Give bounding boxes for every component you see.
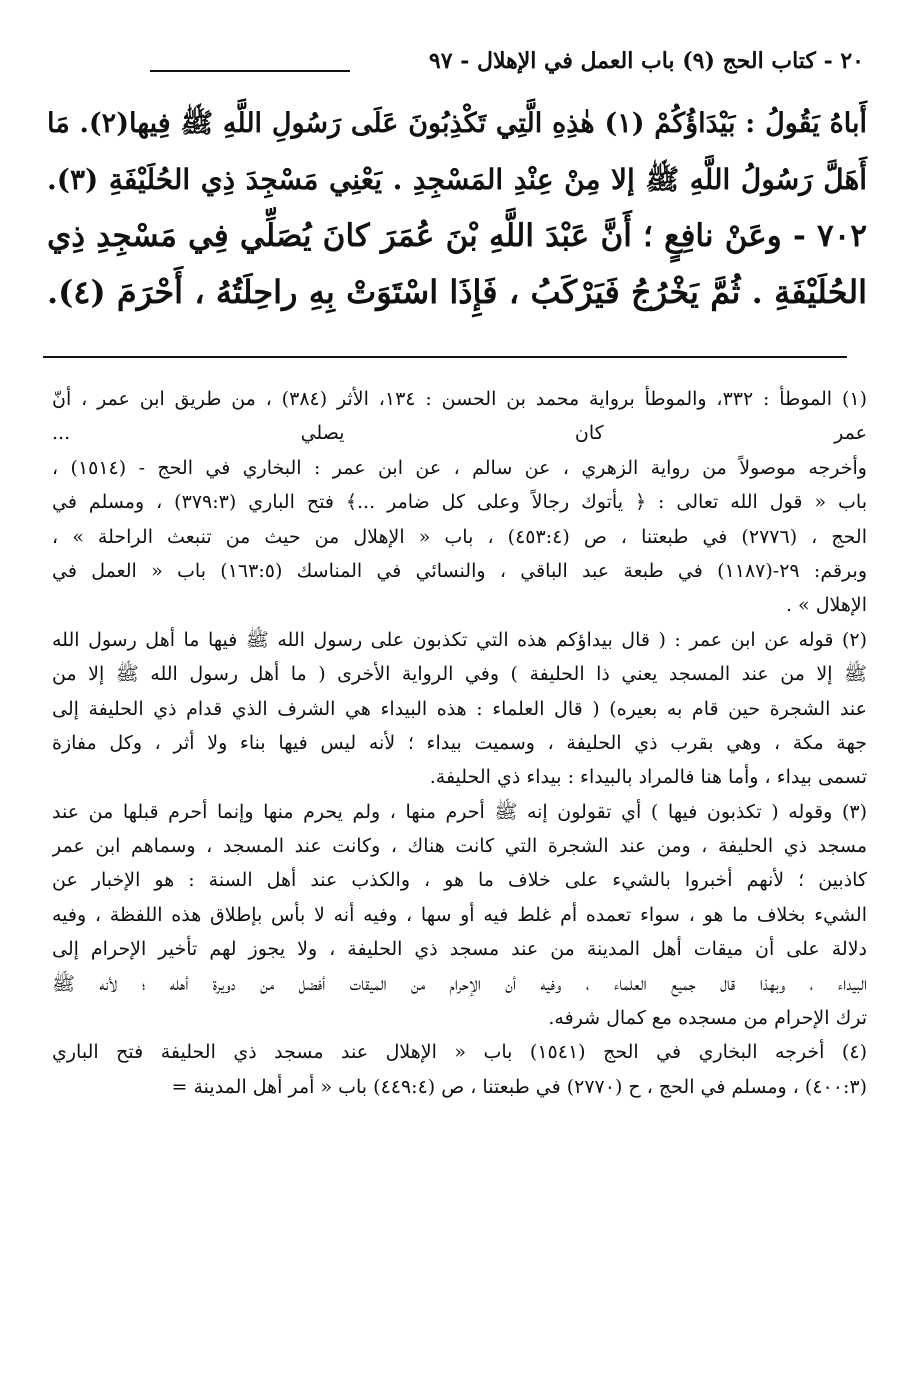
footnote-text: عمر كان يصلي ... xyxy=(52,422,867,445)
footnote-text: الشيء بخلاف ما هو ، سواء تعمده أم غلط فيه أو سها ، وفيه أنه لا بأس بإطلاق هذه اللفظة ، وفيه xyxy=(52,903,867,926)
footnote-line xyxy=(52,726,867,760)
footnote-line xyxy=(52,898,867,932)
main-text-line: الحُلَيْفَةِ . ثُمَّ يَخْرُجُ فَيَرْكَبُ ، فَإِذَا اسْتَوَتْ بِهِ راحِلَتُهُ ، أَحْرَمَ (٤). xyxy=(47,273,867,311)
footnote-number: (٢) xyxy=(841,628,867,651)
footnote-text: أخرجه البخاري في الحج (١٥٤١) باب « الإهلال عند مسجد ذي الحليفة فتح الباري xyxy=(52,1041,825,1064)
footnote-text: وقوله ( تكذبون فيها ) أي تقولون إنه ﷺ أحرم منها ، ولم يحرم منها وإنما أحرم قبلها من عند xyxy=(52,800,833,823)
main-text xyxy=(47,96,867,320)
footnote-number: (٤) xyxy=(841,1041,867,1064)
footnote-line xyxy=(52,760,867,794)
header-text: ٢٠ - كتاب الحج (٩) باب العمل في الإهلال - ٩٧ xyxy=(428,48,864,74)
footnote-number: (٣) xyxy=(841,800,867,823)
footnote-text: جهة مكة ، وهي بقرب ذي الحليفة ، وسميت بيداء ؛ لأنه ليس فيها بناء ولا أثر ، وكل مفازة xyxy=(52,731,867,754)
footnote-text: مسجد ذي الحليفة ، ومن عند الشجرة التي كانت هناك ، وكانت عند المسجد ، وسماهم ابن عمر xyxy=(52,835,867,858)
footnote-line xyxy=(52,623,867,657)
footnote-number: (١) xyxy=(841,388,867,410)
footnotes xyxy=(52,382,867,1104)
footnote-line xyxy=(52,1035,867,1069)
footnote-line xyxy=(52,967,867,1001)
footnote-separator xyxy=(43,356,847,358)
footnote-text: قوله عن ابن عمر : ( قال بيداؤكم هذه التي تكذبون على رسول الله ﷺ فيها ما أهل رسول الله xyxy=(52,628,834,651)
running-header xyxy=(90,48,864,92)
footnote-line xyxy=(52,863,867,897)
footnote-text: كاذبين ؛ لأنهم أخبروا بالشيء على خلاف ما هو ، والكذب عند أهل السنة : هو الإخبار عن xyxy=(52,869,867,892)
footnote-line xyxy=(52,588,867,622)
footnote-line xyxy=(52,795,867,829)
header-rule xyxy=(150,70,350,72)
footnote-text: البيداء ، وبهذا قال جميع العلماء ، وفيه أن الإحرام من الميقات أفضل من دويرة أهله ؛ لأنه ﷺ xyxy=(52,972,867,995)
main-text-line: أَهَلَّ رَسُولُ اللَّهِ ﷺ إلا مِنْ عِنْدِ المَسْجِدِ . يَعْنِي مَسْجِدَ ذِي الحُلَيْفَةِ (٣). xyxy=(47,163,867,196)
main-text-line: أَباهُ يَقُولُ : بَيْدَاؤُكُمْ (١) هٰذِهِ الَّتِي تَكْذِبُونَ عَلَى رَسُولِ اللَّهِ ﷺ فِيها(٢). مَا xyxy=(47,108,867,139)
footnote-line xyxy=(52,520,867,554)
footnote-text: ﷺ إلا من عند المسجد يعني ذا الحليفة ) وفي الرواية الأخرى ( ما أهل رسول الله ﷺ إلا من xyxy=(52,663,867,686)
footnote-line xyxy=(52,485,867,519)
footnote-line xyxy=(52,657,867,691)
footnote-text: دلالة على أن ميقات أهل المدينة من عند مسجد ذي الحليفة ، ولا يجوز لهم تأخير الإحرام إلى xyxy=(52,938,867,961)
footnote-text: وأخرجه موصولاً من رواية الزهري ، عن سالم ، عن ابن عمر : البخاري في الحج - (١٥١٤) ، xyxy=(52,456,867,479)
footnote-text: الموطأ : ٣٣٢، والموطأ برواية محمد بن الحسن : ١٣٤، الأثر (٣٨٤) ، من طريق ابن عمر ، أنّ xyxy=(52,388,833,410)
footnote-text: (٤٠٠:٣) ، ومسلم في الحج ، ح (٢٧٧٠) في طبعتنا ، ص (٤٤٩:٤) باب « أمر أهل المدينة = xyxy=(171,1075,867,1098)
footnote-text: تسمى بيداء ، وأما هنا فالمراد بالبيداء : بيداء ذي الحليفة. xyxy=(429,766,867,789)
footnote-line xyxy=(52,692,867,726)
footnote-text: باب « قول الله تعالى : ﴿ يأتوك رجالاً وعلى كل ضامر ...﴾ فتح الباري (٣٧٩:٣) ، ومسلم في xyxy=(52,491,867,514)
footnote-text: ترك الإحرام من مسجده مع كمال شرفه. xyxy=(548,1007,867,1030)
footnote-line xyxy=(52,451,867,485)
footnote-line xyxy=(52,829,867,863)
footnote-line xyxy=(52,1001,867,1035)
footnote-text: الإهلال » . xyxy=(785,594,867,617)
footnote-text: وبرقم: ٢٩-(١١٨٧) في طبعة عبد الباقي ، والنسائي في المناسك (١٦٣:٥) باب « العمل في xyxy=(52,559,867,582)
footnote-line xyxy=(52,1070,867,1104)
footnote-text: عند الشجرة حين قام به بعيره) ( قال العلماء : هذه البيداء هي الشرف الذي قدام ذي الحليفة إلى xyxy=(52,697,867,720)
footnote-line xyxy=(52,932,867,966)
footnote-line xyxy=(52,554,867,588)
main-text-line: ٧٠٢ - وعَنْ نافِعٍ ؛ أَنَّ عَبْدَ اللَّهِ بْنَ عُمَرَ كانَ يُصَلِّي فِي مَسْجِدِ ذِي xyxy=(47,218,867,254)
footnote-line xyxy=(52,382,867,416)
footnote-text: الحج ، (٢٧٧٦) في طبعتنا ، ص (٤٥٣:٤) ، باب « الإهلال من حيث من تنبعث الراحلة » ، xyxy=(52,525,867,548)
footnote-line xyxy=(52,416,867,450)
